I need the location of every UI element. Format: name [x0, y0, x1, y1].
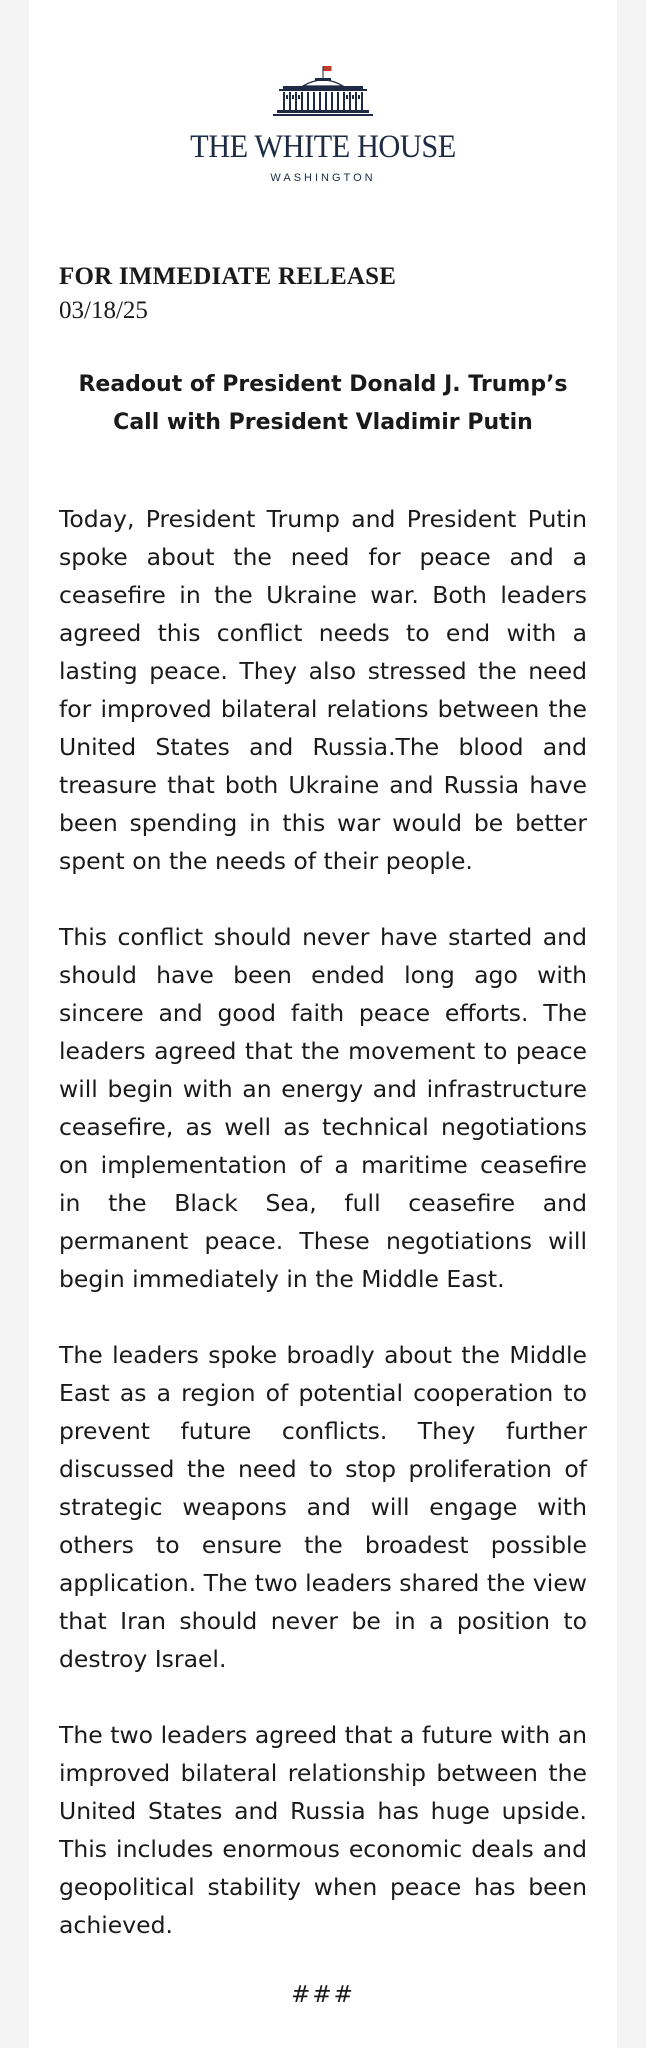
- page-title: [59, 366, 587, 442]
- site-subtitle: WASHINGTON: [270, 172, 376, 184]
- release-info: [59, 260, 587, 328]
- paragraph: The leaders spoke broadly about the Middle East as a region of potential cooperation to prevent future conflicts. They further discussed the need to stop proliferation of strategic weapons and will engage with others to ensure the broadest possible application. The two leaders shared the view that Iran should never be in a position to destroy Israel.: [59, 1341, 587, 1673]
- release-date: 03/18/25: [59, 297, 148, 324]
- end-mark: ###: [291, 1982, 355, 2008]
- site-title: THE WHITE HOUSE: [190, 129, 456, 165]
- release-label: FOR IMMEDIATE RELEASE: [59, 263, 397, 290]
- paragraph: This conflict should never have started and should have been ended long ago with sincere and good faith peace efforts. The leaders agreed that the movement to peace will begin with an energy and infrastructure ceasefire, as well as technical negotiations on implementation of a maritime ceasefire in the Black Sea, full ceasefire and permanent peace. These negotiations will begin immediately in the Middle East.: [59, 923, 587, 1293]
- headline-line-2: Call with President Vladimir Putin: [113, 410, 533, 435]
- paragraph: The two leaders agreed that a future with an improved bilateral relationship between the United States and Russia has huge upside. This includes enormous economic deals and geopolitical stability when peace has been achieved.: [59, 1721, 587, 1939]
- headline-line-1: Readout of President Donald J. Trump’s: [78, 372, 568, 397]
- white-house-building-icon: [263, 64, 383, 118]
- article-body: [59, 500, 587, 1944]
- white-house-logo: [59, 0, 587, 184]
- paragraph: Today, President Trump and President Putin spoke about the need for peace and a ceasefire in the Ukraine war. Both leaders agreed this conflict needs to end with a lasting peace. They also stressed the need for improved bilateral relations between the United States and Russia.The blood and treasure that both Ukraine and Russia have been spending in this war would be better spent on the needs of their people.: [59, 505, 587, 875]
- press-release-page: [29, 0, 617, 2048]
